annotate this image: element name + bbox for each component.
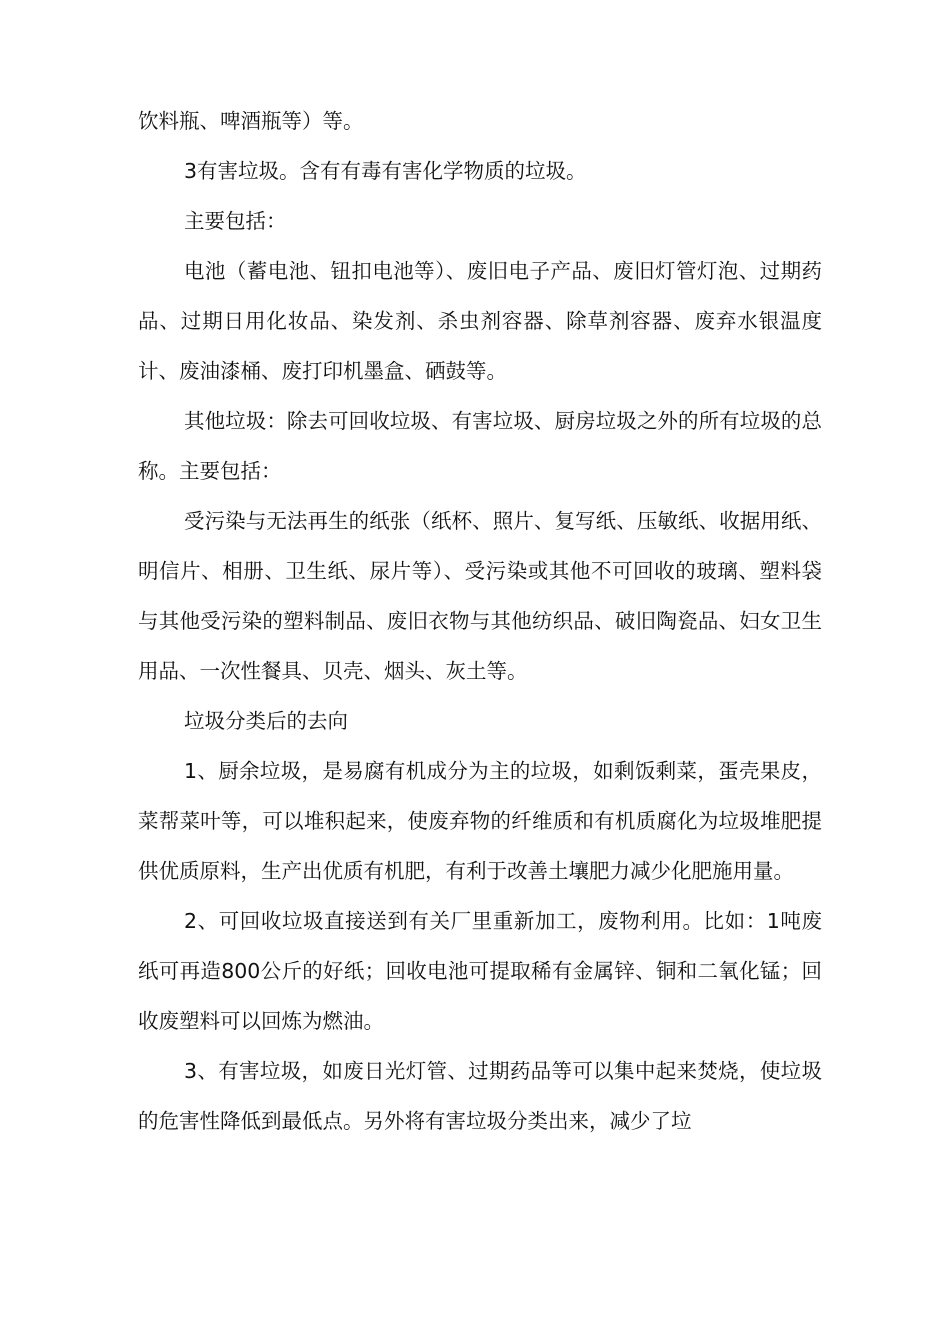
paragraph-hazardous-items: 电池（蓄电池、钮扣电池等）、废旧电子产品、废旧灯管灯泡、过期药品、过期日用化妆品、染发剂、杀虫剂容器、除草剂容器、废弃水银温度计、废油漆桶、废打印机墨盒、硒鼓等。 (138, 259, 822, 383)
paragraph-other-waste-items: 受污染与无法再生的纸张（纸杯、照片、复写纸、压敏纸、收据用纸、明信片、相册、卫生纸、尿片等）、受污染或其他不可回收的玻璃、塑料袋与其他受污染的塑料制品、废旧衣物与其他纺织品、破旧陶瓷品、妇女卫生用品、一次性餐具、贝壳、烟头、灰土等。 (138, 509, 822, 683)
paragraph-destination-heading: 垃圾分类后的去向 (184, 709, 348, 733)
paragraph-continuation: 饮料瓶、啤酒瓶等）等。 (138, 109, 364, 133)
paragraph-main-includes: 主要包括： (184, 209, 287, 233)
document-page (138, 96, 822, 1146)
paragraph-hazardous-waste-heading: 3有害垃圾。含有有毒有害化学物质的垃圾。 (184, 159, 587, 183)
paragraph-hazardous-waste-disposal: 3、有害垃圾，如废日光灯管、过期药品等可以集中起来焚烧，使垃圾的危害性降低到最低点。另外将有害垃圾分类出来，减少了垃 (138, 1059, 822, 1133)
paragraph-other-waste: 其他垃圾：除去可回收垃圾、有害垃圾、厨房垃圾之外的所有垃圾的总称。主要包括： (138, 409, 822, 483)
paragraph-kitchen-waste: 1、厨余垃圾，是易腐有机成分为主的垃圾，如剩饭剩菜，蛋壳果皮，菜帮菜叶等，可以堆积起来，使废弃物的纤维质和有机质腐化为垃圾堆肥提供优质原料，生产出优质有机肥，有利于改善土壤肥力减少化肥施用量。 (138, 759, 822, 883)
paragraph-recyclable-waste: 2、可回收垃圾直接送到有关厂里重新加工，废物利用。比如：1吨废纸可再造800公斤的好纸；回收电池可提取稀有金属锌、铜和二氧化锰；回收废塑料可以回炼为燃油。 (138, 909, 822, 1033)
